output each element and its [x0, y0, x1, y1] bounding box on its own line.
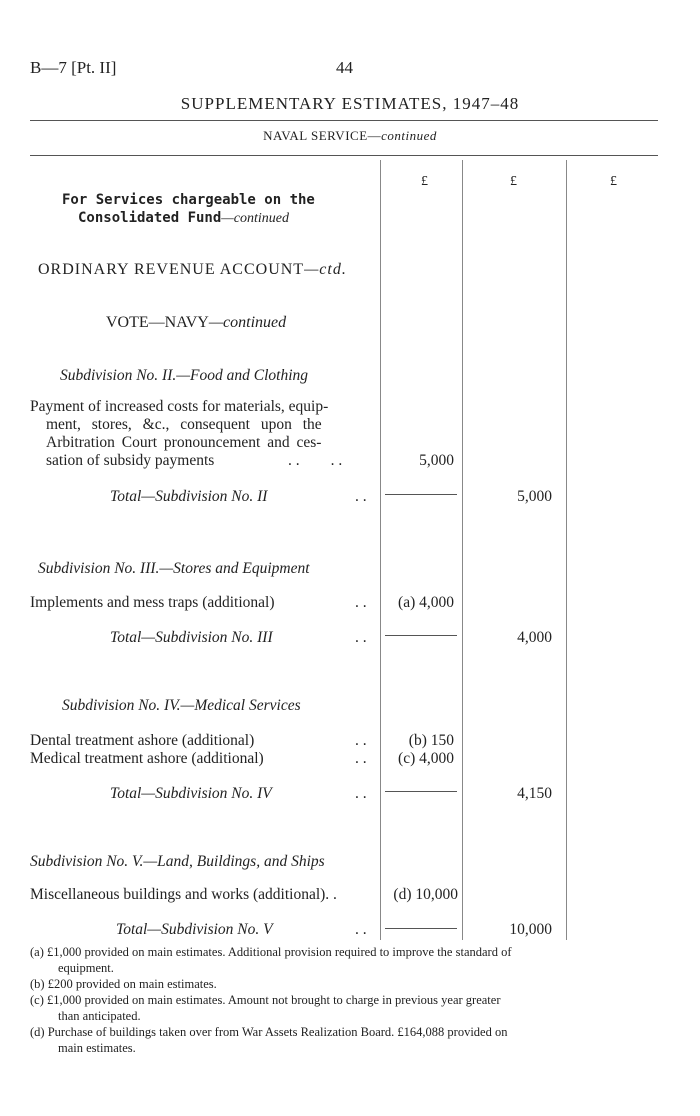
footnote-d-line2: main estimates.	[58, 1041, 136, 1055]
subtitle-rule	[30, 155, 658, 156]
consolidated-fund-continued: —continued	[221, 211, 289, 226]
subdivision-5-total-amount: 10,000	[509, 921, 552, 938]
vote-heading	[106, 314, 286, 332]
subdivision-2-total-leader: . .	[355, 488, 367, 505]
subdivision-4-total-label: Total—Subdivision No. IV	[110, 785, 272, 802]
page-title: SUPPLEMENTARY ESTIMATES, 1947–48	[180, 94, 520, 113]
subdivision-5-item: Miscellaneous buildings and works (additional). .	[30, 886, 337, 903]
subdivision-2-total-amount: 5,000	[517, 488, 552, 505]
footnote-c-line1: (c) £1,000 provided on main estimates. Amount not brought to charge in previous year greater	[30, 993, 501, 1007]
subdivision-5-total-rule	[385, 928, 457, 929]
subdivision-3-item-amount: (a) 4,000	[398, 594, 454, 611]
column-header-pounds-2: £	[510, 174, 517, 189]
vote-heading-label: VOTE—NAVY	[106, 314, 209, 331]
document-reference: B—7 [Pt. II]	[30, 58, 117, 77]
consolidated-fund-label: Consolidated Fund	[78, 210, 222, 226]
consolidated-fund-heading-line2	[78, 210, 289, 227]
vote-heading-continued: —continued	[208, 314, 287, 331]
subdivision-5-title: Subdivision No. V.—Land, Buildings, and Ships	[30, 853, 325, 870]
section-subtitle-continued: continued	[381, 128, 437, 143]
column-rule-2	[462, 160, 463, 940]
subdivision-3-total-label: Total—Subdivision No. III	[110, 629, 273, 646]
subdivision-3-total-rule	[385, 635, 457, 636]
subdivision-4-total-leader: . .	[355, 785, 367, 802]
section-subtitle-main: NAVAL SERVICE—	[263, 128, 382, 143]
footnote-a-line2: equipment.	[58, 961, 114, 975]
page-number: 44	[336, 58, 353, 77]
subdivision-2-item-line1: Payment of increased costs for materials, equip-	[30, 398, 329, 415]
subdivision-4-item-2: Medical treatment ashore (additional)	[30, 750, 264, 767]
subdivision-4-item-1-amount: (b) 150	[408, 732, 454, 749]
column-header-pounds-1: £	[421, 174, 428, 189]
footnote-d-line1: (d) Purchase of buildings taken over from War Assets Realization Board. £164,088 provided on	[30, 1025, 508, 1039]
subdivision-5-item-amount: (d) 10,000	[393, 886, 458, 903]
footnote-a-line1: (a) £1,000 provided on main estimates. Additional provision required to improve the standard of	[30, 945, 512, 959]
consolidated-fund-heading-line1: For Services chargeable on the	[62, 192, 315, 208]
subdivision-2-item-line2: ment, stores, &c., consequent upon the	[46, 416, 322, 433]
section-subtitle	[0, 128, 700, 144]
subdivision-4-total-amount: 4,150	[517, 785, 552, 802]
column-rule-3	[566, 160, 567, 940]
subdivision-2-item-line4: sation of subsidy payments	[46, 452, 215, 469]
column-header-pounds-3: £	[610, 174, 617, 189]
column-rule-1	[380, 160, 381, 940]
subdivision-4-total-rule	[385, 791, 457, 792]
subdivision-3-total-leader: . .	[355, 629, 367, 646]
subdivision-2-total-rule	[385, 494, 457, 495]
subdivision-3-total-amount: 4,000	[517, 629, 552, 646]
subdivision-2-item-leader: . . . .	[288, 452, 343, 469]
subdivision-4-title: Subdivision No. IV.—Medical Services	[62, 697, 301, 714]
subdivision-4-item-2-leader: . .	[355, 750, 367, 767]
subdivision-2-title: Subdivision No. II.—Food and Clothing	[60, 367, 308, 384]
subdivision-2-total-label: Total—Subdivision No. II	[110, 488, 268, 505]
footnote-b-line1: (b) £200 provided on main estimates.	[30, 977, 217, 991]
subdivision-5-total-leader: . .	[355, 921, 367, 938]
account-heading	[38, 261, 347, 279]
subdivision-3-item: Implements and mess traps (additional)	[30, 594, 275, 611]
subdivision-4-item-2-amount: (c) 4,000	[398, 750, 454, 767]
subdivision-2-item-amount: 5,000	[419, 452, 454, 469]
subdivision-5-total-label: Total—Subdivision No. V	[116, 921, 273, 938]
account-heading-label: ORDINARY REVENUE ACCOUNT	[38, 261, 305, 278]
title-rule	[30, 120, 658, 121]
subdivision-3-title: Subdivision No. III.—Stores and Equipment	[38, 560, 310, 577]
subdivision-4-item-1: Dental treatment ashore (additional)	[30, 732, 255, 749]
subdivision-4-item-1-leader: . .	[355, 732, 367, 749]
account-heading-continued: —ctd.	[304, 261, 347, 278]
subdivision-2-item-line3: Arbitration Court pronouncement and ces-	[46, 434, 322, 451]
footnote-c-line2: than anticipated.	[58, 1009, 141, 1023]
subdivision-3-item-leader: . .	[355, 594, 367, 611]
